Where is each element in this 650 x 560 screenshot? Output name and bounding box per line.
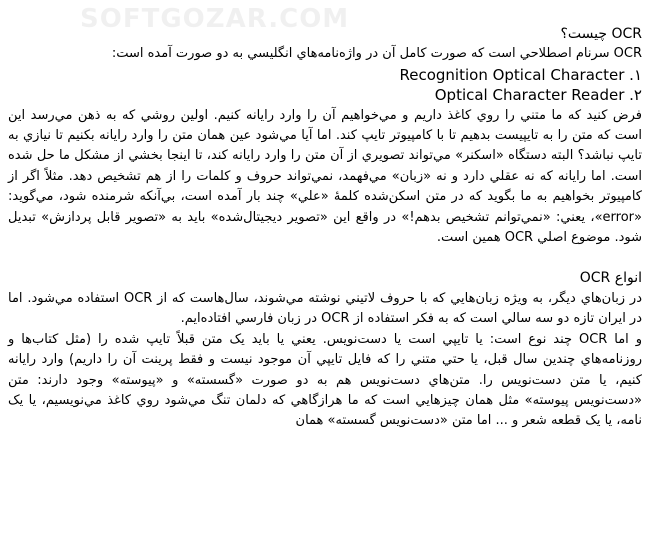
definition-item-2: Optical Character Reader .۲ bbox=[434, 86, 642, 105]
definition-intro: OCR سرنام اصطلاحي است که صورت کامل آن در واژه‌نامه‌هاي انگليسي به دو صورت آمده است: bbox=[111, 46, 642, 62]
types-paragraph-2: و اما OCR چند نوع است: يا تايپي است يا دست‌نويس. يعني يا بايد يک متن قبلاً تايپ شده را (مثل کتاب‌ها و روزنامه‌هاي چندين سال قبل، يا حتي متني را که فايل تايپي آن موجود نيست و فقط پرينت آن را داريم) وارد رايانه کنيم، يا متن دست‌نويس را. متن‌هاي دست‌نويس هم به دو صورت «گسسته» و «پيوسته» وجود دارند: متن «دست‌نويس پيوسته» مثل همان چيزهايي است که ما هرازگاهي که دلمان تنگ مي‌شود روي کاغذ مي‌نويسيم، يا يک نامه، يا يک قطعه شعر و ... اما متن «دست‌نويس گسسته» همان bbox=[8, 331, 642, 429]
watermark: SOFTGOZAR.COM bbox=[80, 4, 350, 34]
paragraph-gap bbox=[8, 248, 642, 268]
explanation-paragraph: فرض کنید که ما متني را روي کاغذ داريم و مي‌خواهيم آن را وارد رايانه کنيم. اولين روشي که به ذهن مي‌رسد اين است که متن را به تايپيست بدهيم تا با کامپيوتر تايپ کند. اما آيا مي‌شود عين همان متن را وارد رايانه بکنيم تا نيازي به تايپ نباشد؟ البته دستگاه «اسکنر» مي‌تواند تصويري از آن متن را وارد رايانه کند، تا اينجا بخشي از مشکل ما حل شده است. اما رايانه که نه عقلي دارد و نه «زبان» مي‌فهمد، نمي‌تواند حروف و کلمات را از هم تشخيص دهد. مثلاً اگر از کامپيوتر بخواهيم به ما بگويد که در متن اسکن‌شده کلمهٔ «علي» چند بار آمده است، بي‌آنکه شرمنده شود، مي‌گويد: «error»، يعني: «نمي‌توانم تشخيص بدهم!» در واقع اين «تصوير ديجيتال‌شده» بايد به «تصوير قابل پردازش» تبديل شود. موضوع اصلي OCR همين است. bbox=[8, 107, 642, 246]
types-paragraph-1: در زبان‌هاي ديگر، به ويژه زبان‌هايي که با حروف لاتيني نوشته مي‌شوند، سال‌هاست که از OCR استفاده مي‌شود. اما در ايران تازه دو سه سالي است که به فکر استفاده از OCR در زبان فارسي افتاده‌ايم. bbox=[8, 290, 643, 327]
section-heading-ocr-types: انواع OCR bbox=[579, 270, 642, 287]
article bbox=[8, 24, 642, 432]
section-heading-what-is-ocr: OCR چیست؟ bbox=[560, 26, 642, 42]
definition-item-1: Recognition Optical Character .۱ bbox=[399, 65, 642, 84]
